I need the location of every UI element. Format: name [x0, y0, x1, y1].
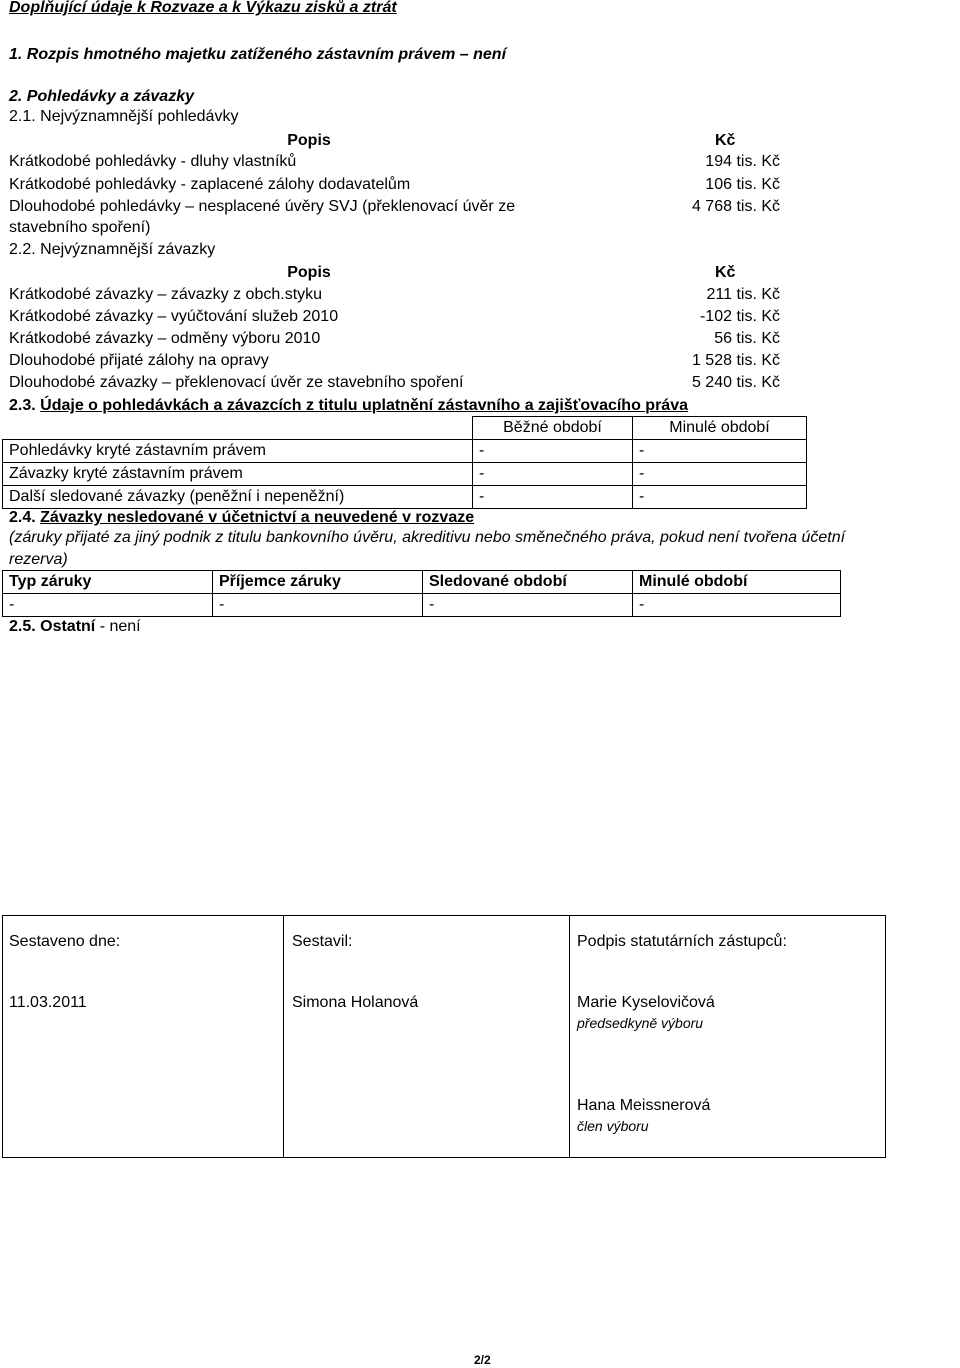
- pledge-row-current: -: [473, 440, 633, 463]
- guarantee-col-type: Typ záruky: [3, 571, 213, 594]
- page-number: 2/2: [474, 1353, 491, 1367]
- section-2-4-heading: [9, 510, 474, 526]
- document-title: Doplňující údaje k Rozvaze a k Výkazu zisků a ztrát: [9, 0, 397, 16]
- pledge-col-current: Běžné období: [473, 417, 633, 440]
- guarantee-col-current: Sledované období: [423, 571, 633, 594]
- compiled-date: 11.03.2011: [9, 994, 87, 1011]
- section-1-heading: 1. Rozpis hmotného majetku zatíženého zástavním právem – není: [9, 46, 507, 63]
- guarantee-cell: -: [213, 594, 423, 617]
- liability-amount: -102 tis. Kč: [699, 308, 780, 325]
- receivable-amount: 194 tis. Kč: [705, 153, 780, 170]
- section-2-5-value: - není: [95, 618, 141, 635]
- signer-name: Marie Kyselovičová: [577, 994, 715, 1011]
- receivables-col-amount: Kč: [715, 132, 736, 149]
- liability-desc: Krátkodobé závazky – vyúčtování služeb 2010: [9, 308, 339, 325]
- pledge-col-previous: Minulé období: [633, 417, 807, 440]
- compiled-label: Sestaveno dne:: [9, 933, 121, 950]
- table-row: [3, 486, 807, 509]
- liability-desc: Krátkodobé závazky – odměny výboru 2010: [9, 330, 321, 347]
- liability-amount: 1 528 tis. Kč: [691, 352, 780, 369]
- guarantee-table: [2, 570, 841, 617]
- section-2-heading: 2. Pohledávky a závazky: [9, 88, 194, 105]
- table-row: [3, 594, 841, 617]
- liability-desc: Dlouhodobé závazky – překlenovací úvěr ze stavebního spoření: [9, 374, 464, 391]
- pledge-row-previous: -: [633, 486, 807, 509]
- signer-role: předsedkyně výboru: [577, 1015, 704, 1031]
- section-2-4-note: (záruky přijaté za jiný podnik z titulu bankovního úvěru, akreditivu nebo směnečného práva, pokud není tvořena účetní: [9, 529, 846, 546]
- signature-divider: [569, 916, 570, 1157]
- section-2-5-title: 2.5. Ostatní: [9, 618, 96, 635]
- pledge-row-label: Pohledávky kryté zástavním právem: [3, 440, 473, 463]
- signer-name: Hana Meissnerová: [577, 1097, 711, 1114]
- section-2-1-heading: 2.1. Nejvýznamnější pohledávky: [9, 108, 239, 125]
- receivables-col-desc: Popis: [287, 132, 331, 149]
- receivable-desc-continued: stavebního spoření): [9, 219, 151, 236]
- section-2-4-note-continued: rezerva): [9, 551, 68, 568]
- pledge-row-previous: -: [633, 463, 807, 486]
- pledge-row-previous: -: [633, 440, 807, 463]
- pledge-row-current: -: [473, 463, 633, 486]
- section-2-2-heading: 2.2. Nejvýznamnější závazky: [9, 241, 216, 258]
- section-2-3-number: 2.3.: [9, 397, 41, 414]
- pledge-row-label: Závazky kryté zástavním právem: [3, 463, 473, 486]
- section-2-3-heading: [9, 398, 688, 414]
- author-name: Simona Holanová: [292, 994, 419, 1011]
- signer-role: člen výboru: [577, 1118, 649, 1134]
- pledge-row-label: Další sledované závazky (peněžní i nepeněžní): [3, 486, 473, 509]
- guarantee-col-recipient: Příjemce záruky: [213, 571, 423, 594]
- section-2-5-heading: [9, 619, 141, 635]
- pledge-row-current: -: [473, 486, 633, 509]
- guarantee-col-previous: Minulé období: [633, 571, 841, 594]
- guarantee-cell: -: [633, 594, 841, 617]
- section-2-4-number: 2.4.: [9, 509, 41, 526]
- liability-desc: Krátkodobé závazky – závazky z obch.styku: [9, 286, 323, 303]
- liability-amount: 56 tis. Kč: [714, 330, 780, 347]
- liabilities-col-amount: Kč: [715, 264, 736, 281]
- section-2-4-title: Závazky nesledované v účetnictví a neuvedené v rozvaze: [40, 509, 475, 526]
- receivable-desc: Krátkodobé pohledávky - zaplacené zálohy dodavatelům: [9, 176, 411, 193]
- liability-amount: 5 240 tis. Kč: [691, 374, 780, 391]
- signature-divider: [283, 916, 284, 1157]
- signers-label: Podpis statutárních zástupců:: [577, 933, 787, 950]
- guarantee-cell: -: [423, 594, 633, 617]
- liabilities-col-desc: Popis: [287, 264, 331, 281]
- receivable-desc: Krátkodobé pohledávky - dluhy vlastníků: [9, 153, 297, 170]
- section-2-3-title: Údaje o pohledávkách a závazcích z titulu uplatnění zástavního a zajišťovacího práva: [40, 397, 688, 414]
- receivable-desc: Dlouhodobé pohledávky – nesplacené úvěry SVJ (překlenovací úvěr ze: [9, 198, 516, 215]
- signature-box: [2, 915, 886, 1158]
- author-label: Sestavil:: [292, 933, 353, 950]
- pledge-table: [2, 416, 807, 509]
- guarantee-cell: -: [3, 594, 213, 617]
- receivable-amount: 4 768 tis. Kč: [691, 198, 780, 215]
- table-row: [3, 463, 807, 486]
- table-row: [3, 440, 807, 463]
- receivable-amount: 106 tis. Kč: [705, 176, 780, 193]
- liability-amount: 211 tis. Kč: [706, 286, 780, 303]
- liability-desc: Dlouhodobé přijaté zálohy na opravy: [9, 352, 269, 369]
